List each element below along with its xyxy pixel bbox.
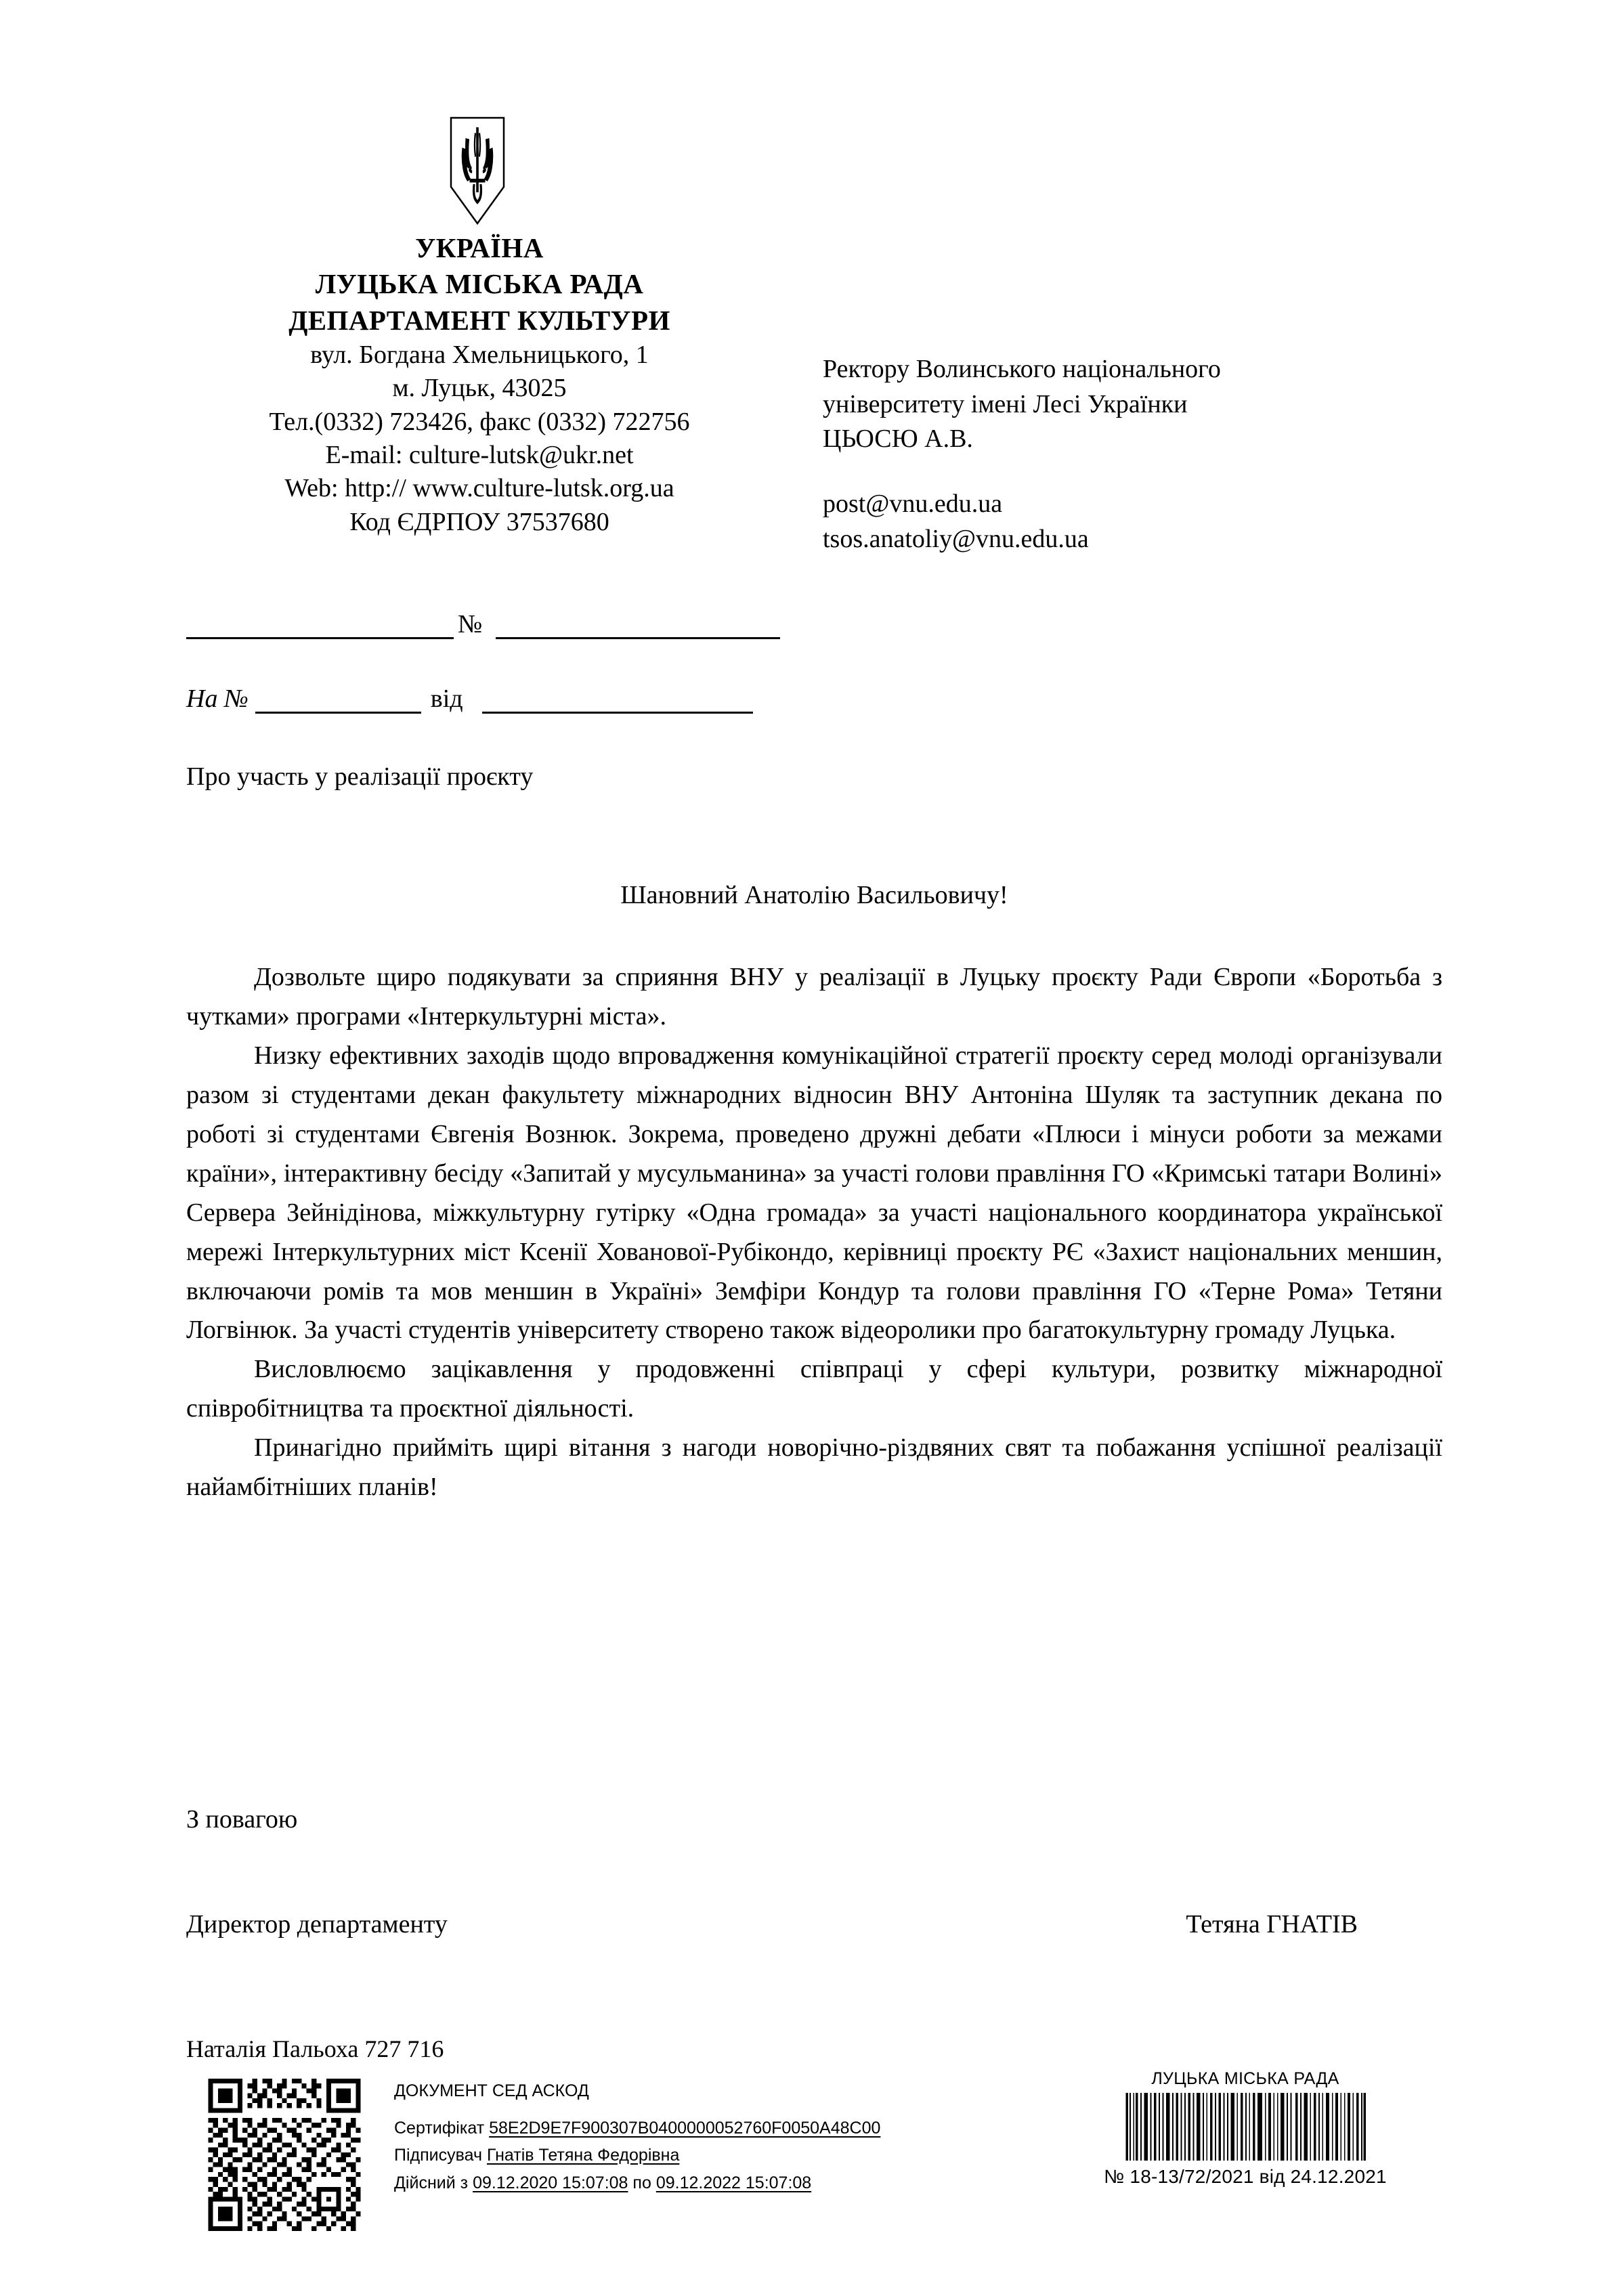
- addressee-email-primary: post@vnu.edu.ua: [823, 490, 1003, 519]
- incoming-reference-line: [186, 684, 836, 714]
- addressee-line-2: університету імені Лесі Українки: [823, 389, 1188, 418]
- closing-phrase: З повагою: [186, 1805, 298, 1834]
- qr-code-icon: [203, 2072, 366, 2238]
- validity-from: 09.12.2020 15:07:08: [473, 2173, 628, 2192]
- letterhead-edrpou: Код ЄДРПОУ 37537680: [349, 507, 609, 536]
- validity-to: 09.12.2022 15:07:08: [655, 2173, 812, 2192]
- number-symbol: №: [458, 610, 483, 638]
- signer-value: Гнатів Тетяна Федорівна: [486, 2146, 680, 2165]
- incoming-number-rule: [255, 689, 421, 714]
- validity-row: [394, 2169, 880, 2197]
- digital-signature-stamp: [203, 2072, 880, 2238]
- incoming-date-rule: [482, 689, 753, 714]
- outgoing-reference-line: [186, 609, 796, 639]
- letterhead-city: м. Луцьк, 43025: [392, 374, 567, 403]
- outgoing-date-rule: [186, 614, 454, 639]
- certificate-row: [394, 2115, 880, 2142]
- letterhead-phone: Тел.(0332) 723426, факс (0332) 722756: [269, 407, 690, 436]
- signer-row: [394, 2142, 880, 2169]
- body-paragraph: Низку ефективних заходів щодо впровадження комунікаційної стратегії проєкту серед молоді організували разом зі студентами декан факультету міжнародних відносин ВНУ Антоніна Шуляк та заступник декана по роботі зі студентами Євгенія Вознюк. Зокрема, проведено дружні дебати «Плюси і мінуси роботи за межами країни», інтерактивну бесіду «Запитай у мусульманина» за участі голови правління ГО «Кримські татари Волині» Сервера Зейнідінова, міжкультурну гутірку «Одна громада» за участі національного координатора української мережі Інтеркультурних міст Ксенії Хованової-Рубікондо, керівниці проєкту РЄ «Захист національних меншин, включаючи ромів та мов меншин в Україні» Земфіри Кондур та голови правління ГО «Терне Рома» Тетяни Логвінюк. За участі студентів університету створено також відеоролики про багатокультурну громаду Луцька.: [186, 1041, 1442, 1345]
- executor-contact: Наталія Пальоха 727 716: [186, 2035, 444, 2062]
- outgoing-number-rule: [496, 614, 780, 639]
- registration-number: № 18-13/72/2021 від 24.12.2021: [1104, 2166, 1387, 2187]
- addressee-line-3: ЦЬОСЮ А.В.: [823, 425, 973, 454]
- incoming-date-label: від: [430, 685, 463, 713]
- addressee-email-secondary: tsos.anatoliy@vnu.edu.ua: [823, 524, 1089, 553]
- letterhead-email: E-mail: culture-lutsk@ukr.net: [325, 441, 634, 470]
- addressee-block: [823, 352, 1500, 557]
- letterhead-web: Web: http:// www.culture-lutsk.org.ua: [284, 474, 674, 503]
- addressee-spacer: [823, 457, 1500, 487]
- signatory-name: Тетяна ГНАТІВ: [1186, 1910, 1358, 1938]
- signature-details: [394, 2072, 880, 2196]
- validity-label: Дійсний з: [394, 2173, 469, 2192]
- addressee-line-1: Ректору Волинського національного: [823, 355, 1221, 383]
- sed-spacer: [394, 2105, 880, 2115]
- letterhead-street: вул. Богдана Хмельницького, 1: [310, 340, 649, 369]
- ukraine-trident-coat-of-arms-icon: [447, 116, 508, 225]
- validity-separator: по: [632, 2173, 651, 2192]
- letterhead-country: УКРАЇНА: [415, 232, 544, 263]
- subject-line: Про участь у реалізації проєкту: [186, 762, 534, 791]
- signature-block: [186, 1909, 1358, 1939]
- barcode-caption: ЛУЦЬКА МІСЬКА РАДА: [1151, 2069, 1339, 2088]
- letterhead-council: ЛУЦЬКА МІСЬКА РАДА: [315, 268, 644, 300]
- body-paragraph: Принагідно прийміть щирі вітання з нагоди новорічно-різдвяних свят та побажання успішної реалізації найамбітніших планів!: [186, 1433, 1442, 1502]
- letterhead-department: ДЕПАРТАМЕНТ КУЛЬТУРИ: [288, 304, 670, 336]
- registration-barcode-block: [1086, 2069, 1404, 2188]
- certificate-label: Сертифікат: [394, 2118, 485, 2138]
- letterhead: [175, 230, 784, 539]
- sed-title: ДОКУМЕНТ СЕД АСКОД: [394, 2081, 589, 2100]
- barcode-icon: [1123, 2093, 1367, 2161]
- body-paragraph: Висловлюємо зацікавлення у продовженні співпраці у сфері культури, розвитку міжнародної співробітництва та проєктної діяльності.: [186, 1355, 1442, 1423]
- body-paragraph: Дозвольте щиро подякувати за сприяння ВНУ у реалізації в Луцьку проєкту Ради Європи «Боротьба з чутками» програми «Інтеркультурні міста».: [186, 963, 1442, 1031]
- certificate-value: 58E2D9E7F900307B0400000052760F0050A48C00: [489, 2118, 881, 2138]
- salutation: Шановний Анатолію Васильовичу!: [620, 881, 1008, 909]
- incoming-number-label: На №: [186, 685, 249, 713]
- letter-body: [186, 958, 1442, 1507]
- signer-label: Підписувач: [394, 2146, 482, 2165]
- signatory-position: Директор департаменту: [186, 1910, 448, 1938]
